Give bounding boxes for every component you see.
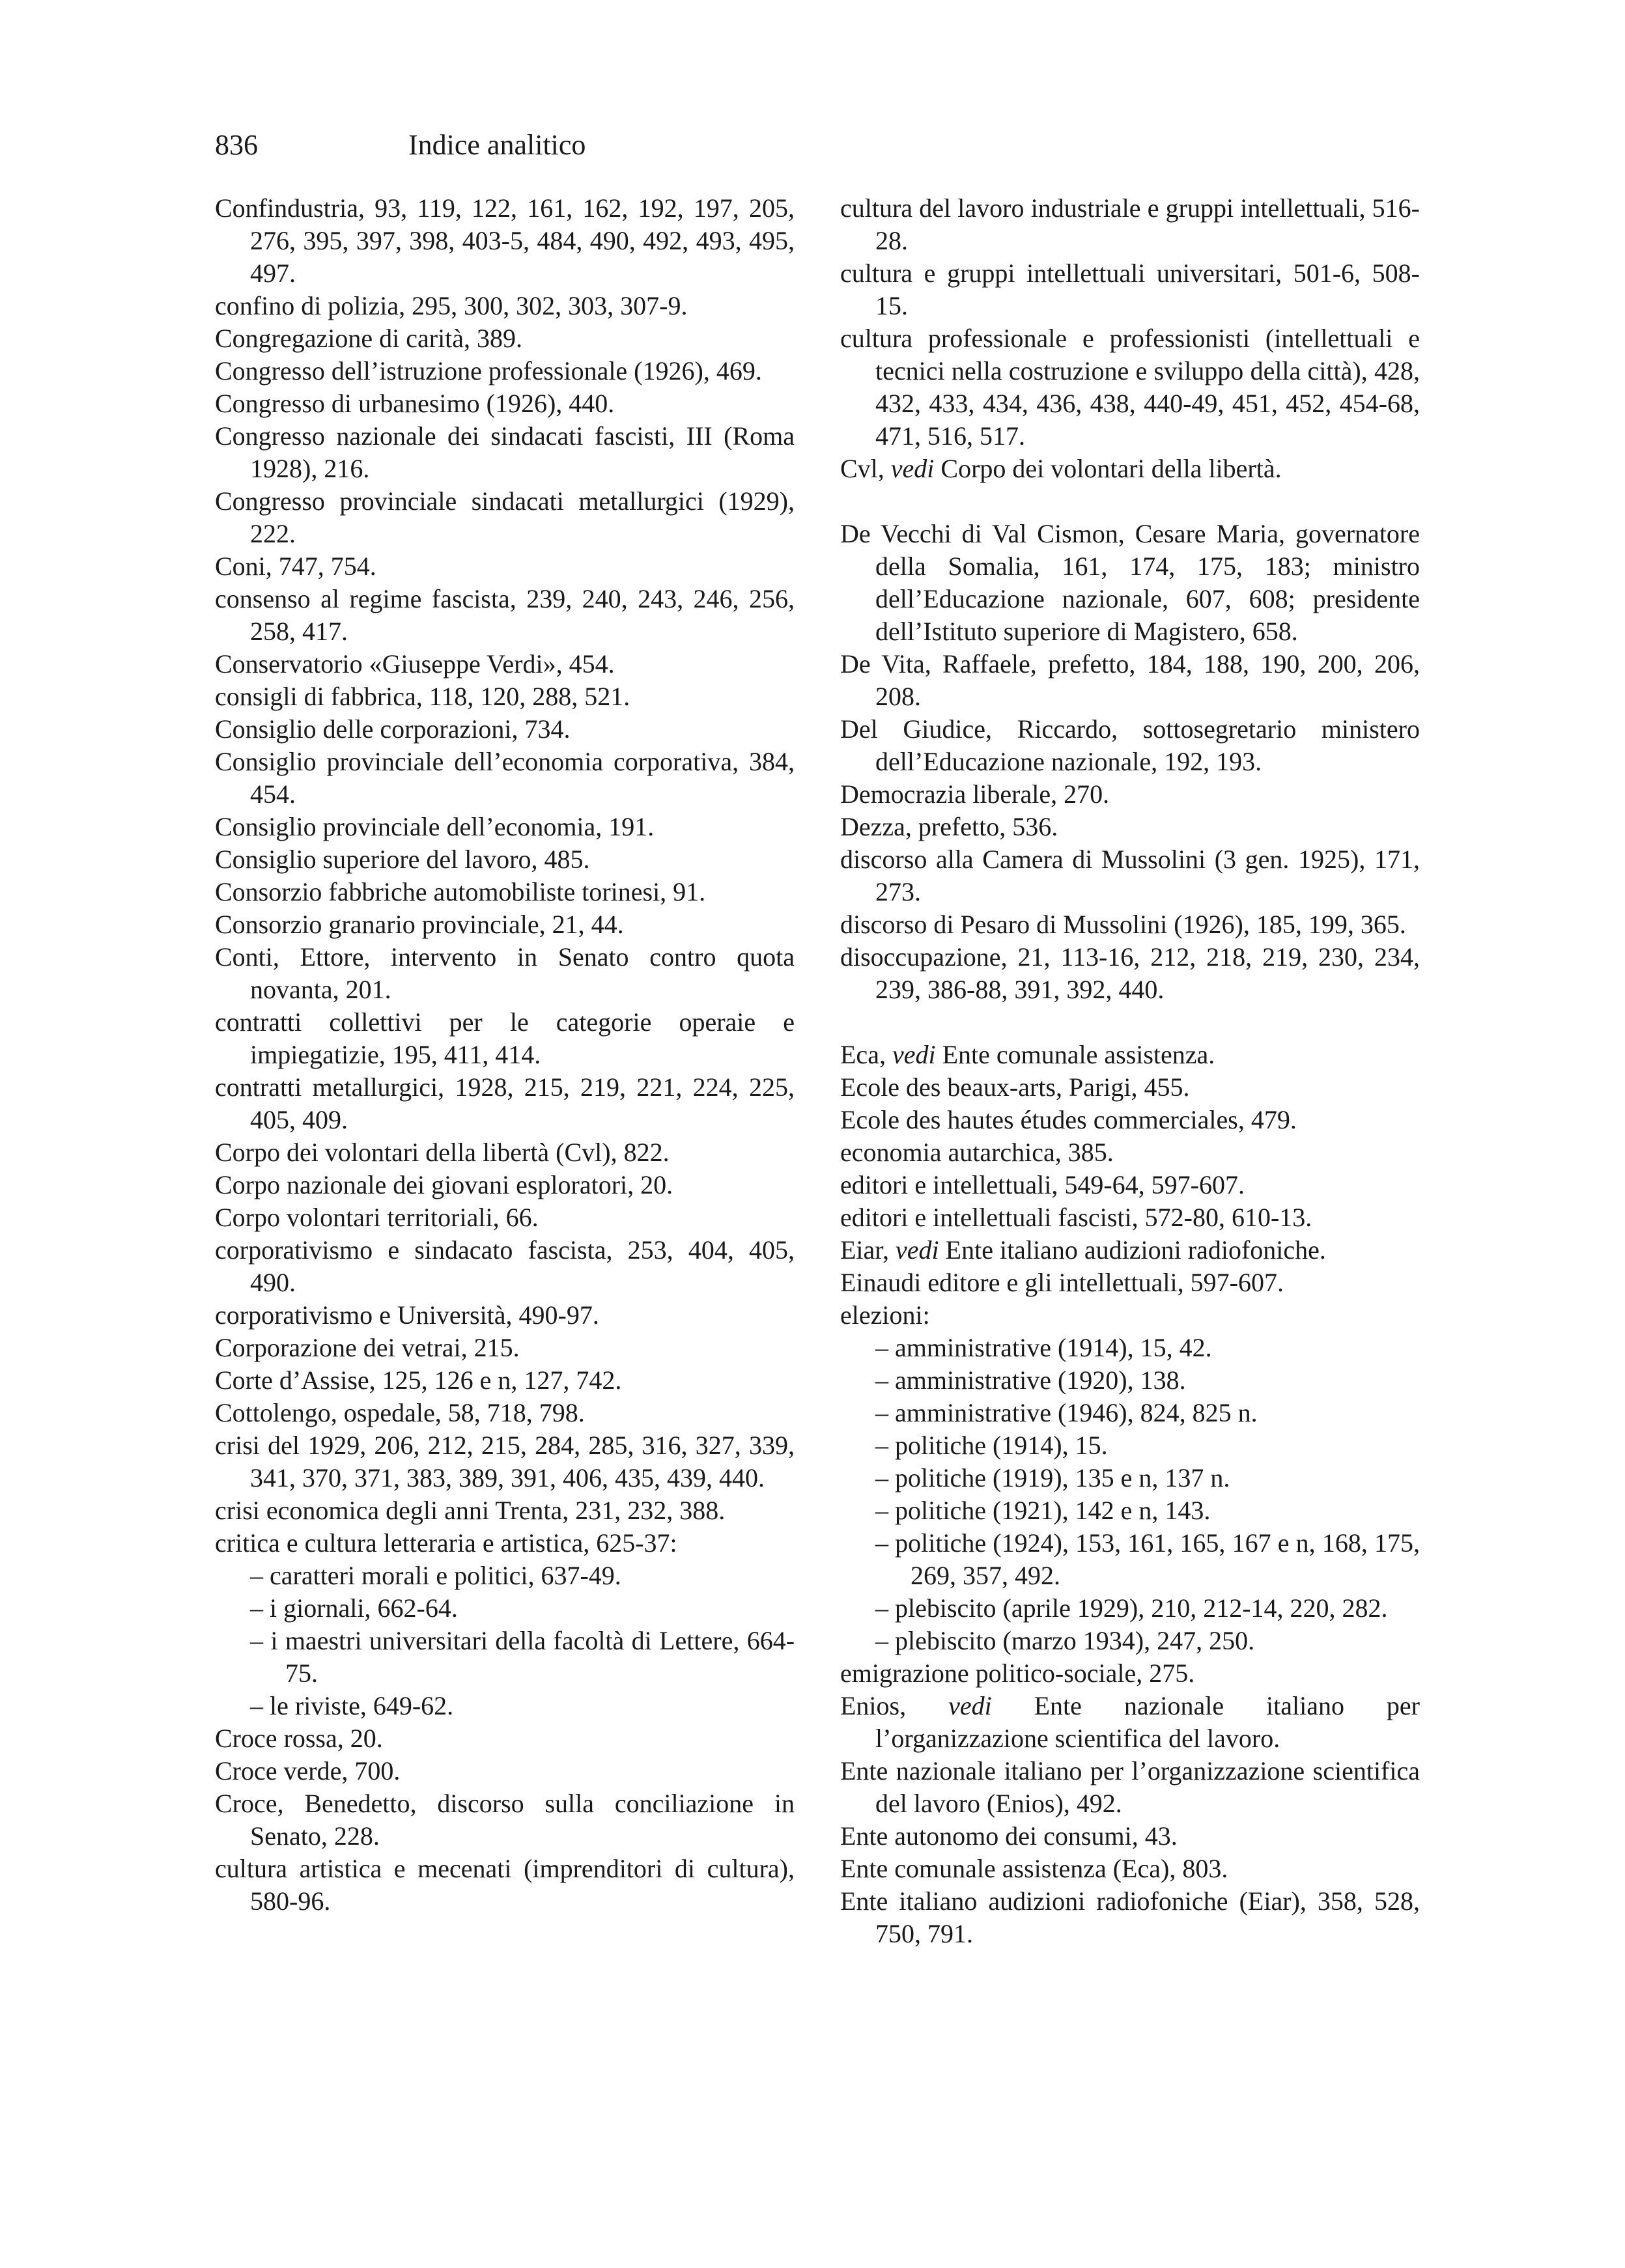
index-entry: Corporazione dei vetrai, 215. [215, 1333, 520, 1362]
index-entry: Croce rossa, 20. [215, 1724, 383, 1753]
index-subentry: – i maestri universitari della facoltà di Lettere, 664-75. [215, 1625, 795, 1690]
index-entry: Consorzio fabbriche automobiliste torinesi, 91. [215, 877, 706, 906]
index-entry: corporativismo e sindacato fascista, 253, 404, 405, 490. [215, 1235, 795, 1297]
section-gap [840, 1006, 1420, 1039]
index-entry: confino di polizia, 295, 300, 302, 303, 307-9. [215, 291, 688, 320]
index-entry: emigrazione politico-sociale, 275. [840, 1659, 1195, 1688]
page-number: 836 [215, 129, 258, 161]
index-entry: Dezza, prefetto, 536. [840, 812, 1058, 841]
index-entry: Congregazione di carità, 389. [215, 324, 523, 353]
index-entry: critica e cultura letteraria e artistica, 625-37: [215, 1528, 677, 1558]
index-entry: consigli di fabbrica, 118, 120, 288, 521. [215, 682, 630, 711]
section-gap [840, 485, 1420, 518]
index-entry: Eca, vedi Ente comunale assistenza. [840, 1040, 1215, 1069]
index-subentry: – politiche (1914), 15. [840, 1429, 1420, 1462]
index-entry: Consiglio provinciale dell’economia corporativa, 384, 454. [215, 747, 795, 809]
index-entry: editori e intellettuali fascisti, 572-80, 610-13. [840, 1203, 1312, 1232]
index-subentry: – politiche (1921), 142 e n, 143. [840, 1494, 1420, 1527]
index-entry: Coni, 747, 754. [215, 552, 376, 581]
index-entry: Croce verde, 700. [215, 1756, 401, 1785]
index-entry: Democrazia liberale, 270. [840, 779, 1110, 809]
index-subentry: – plebiscito (aprile 1929), 210, 212-14, 220, 282. [840, 1592, 1420, 1625]
index-entry: De Vita, Raffaele, prefetto, 184, 188, 190, 200, 206, 208. [840, 649, 1420, 711]
index-column-right [840, 192, 1420, 1950]
index-entry: consenso al regime fascista, 239, 240, 243, 246, 256, 258, 417. [215, 584, 795, 646]
index-entry: Conti, Ettore, intervento in Senato contro quota novanta, 201. [215, 942, 795, 1004]
index-entry: Corpo volontari territoriali, 66. [215, 1203, 539, 1232]
index-entry: Ecole des hautes études commerciales, 479. [840, 1105, 1297, 1134]
page-header [215, 127, 586, 163]
index-subentry: – plebiscito (marzo 1934), 247, 250. [840, 1625, 1420, 1657]
index-entry: contratti metallurgici, 1928, 215, 219, 221, 224, 225, 405, 409. [215, 1072, 795, 1134]
index-entry: Enios, vedi Ente nazionale italiano per l’organizzazione scientifica del lavoro. [840, 1691, 1420, 1753]
index-entry: Confindustria, 93, 119, 122, 161, 162, 192, 197, 205, 276, 395, 397, 398, 403-5, 484, 490, 492, 493, 495, 497. [215, 193, 795, 288]
index-subentry: – le riviste, 649-62. [215, 1690, 795, 1722]
index-entry: cultura e gruppi intellettuali universitari, 501-6, 508-15. [840, 259, 1420, 320]
index-entry: Congresso nazionale dei sindacati fascisti, III (Roma 1928), 216. [215, 421, 795, 483]
index-entry: Corte d’Assise, 125, 126 e n, 127, 742. [215, 1365, 622, 1395]
index-entry: Ente italiano audizioni radiofoniche (Eiar), 358, 528, 750, 791. [840, 1886, 1420, 1948]
index-subentry: – amministrative (1914), 15, 42. [840, 1332, 1420, 1364]
index-entry: Ente comunale assistenza (Eca), 803. [840, 1854, 1228, 1883]
index-entry: Corpo nazionale dei giovani esploratori, 20. [215, 1170, 673, 1199]
index-entry: Consiglio provinciale dell’economia, 191. [215, 812, 655, 841]
index-entry: crisi del 1929, 206, 212, 215, 284, 285, 316, 327, 339, 341, 370, 371, 383, 389, 391, 406, 435, 439, 440. [215, 1431, 795, 1492]
index-entry: disoccupazione, 21, 113-16, 212, 218, 219, 230, 234, 239, 386-88, 391, 392, 440. [840, 942, 1420, 1004]
index-entry: contratti collettivi per le categorie operaie e impiegatizie, 195, 411, 414. [215, 1007, 795, 1069]
index-entry: cultura del lavoro industriale e gruppi intellettuali, 516-28. [840, 193, 1420, 255]
index-entry: cultura artistica e mecenati (imprenditori di cultura), 580-96. [215, 1854, 795, 1916]
index-subentry: – amministrative (1946), 824, 825 n. [840, 1397, 1420, 1429]
index-entry: editori e intellettuali, 549-64, 597-607. [840, 1170, 1245, 1199]
index-entry: Consiglio superiore del lavoro, 485. [215, 845, 590, 874]
index-entry: Congresso dell’istruzione professionale (1926), 469. [215, 356, 762, 385]
index-entry: crisi economica degli anni Trenta, 231, 232, 388. [215, 1496, 726, 1525]
index-entry: Croce, Benedetto, discorso sulla conciliazione in Senato, 228. [215, 1789, 795, 1851]
index-entry: Ente nazionale italiano per l’organizzazione scientifica del lavoro (Enios), 492. [840, 1756, 1420, 1818]
index-entry: Ecole des beaux-arts, Parigi, 455. [840, 1072, 1190, 1102]
index-subentry: – amministrative (1920), 138. [840, 1364, 1420, 1397]
index-subentry: – politiche (1919), 135 e n, 137 n. [840, 1462, 1420, 1494]
index-entry: Del Giudice, Riccardo, sottosegretario ministero dell’Educazione nazionale, 192, 193. [840, 714, 1420, 776]
index-entry: discorso di Pesaro di Mussolini (1926), 185, 199, 365. [840, 910, 1406, 939]
index-column-left [215, 192, 795, 1918]
index-entry: cultura professionale e professionisti (intellettuali e tecnici nella costruzione e sviluppo della città), 428, 432, 433, 434, 436, 438, 440-49, 451, 452, 454-68, 471, 516, 517. [840, 324, 1420, 451]
index-entry: economia autarchica, 385. [840, 1138, 1114, 1167]
index-entry: Einaudi editore e gli intellettuali, 597-607. [840, 1268, 1284, 1297]
index-entry: discorso alla Camera di Mussolini (3 gen. 1925), 171, 273. [840, 845, 1420, 906]
index-entry: Conservatorio «Giuseppe Verdi», 454. [215, 649, 615, 679]
index-entry: Consiglio delle corporazioni, 734. [215, 714, 571, 744]
index-subentry: – caratteri morali e politici, 637-49. [215, 1560, 795, 1592]
index-entry: De Vecchi di Val Cismon, Cesare Maria, governatore della Somalia, 161, 174, 175, 183; ministro dell’Educazione nazionale, 607, 608; presidente dell’Istituto superiore di Magistero, 658. [840, 519, 1420, 646]
index-entry: Ente autonomo dei consumi, 43. [840, 1821, 1178, 1851]
index-entry: elezioni: [840, 1300, 930, 1330]
index-entry: Cottolengo, ospedale, 58, 718, 798. [215, 1398, 585, 1427]
index-subentry: – politiche (1924), 153, 161, 165, 167 e n, 168, 175, 269, 357, 492. [840, 1527, 1420, 1592]
index-entry: Corpo dei volontari della libertà (Cvl), 822. [215, 1138, 670, 1167]
index-entry: Cvl, vedi Corpo dei volontari della libertà. [840, 454, 1282, 483]
index-entry: Consorzio granario provinciale, 21, 44. [215, 910, 624, 939]
page-title: Indice analitico [408, 129, 586, 161]
index-subentry: – i giornali, 662-64. [215, 1592, 795, 1625]
index-entry: Congresso di urbanesimo (1926), 440. [215, 389, 615, 418]
index-entry: Congresso provinciale sindacati metallurgici (1929), 222. [215, 486, 795, 548]
index-entry: Eiar, vedi Ente italiano audizioni radiofoniche. [840, 1235, 1326, 1265]
index-entry: corporativismo e Università, 490-97. [215, 1300, 599, 1330]
